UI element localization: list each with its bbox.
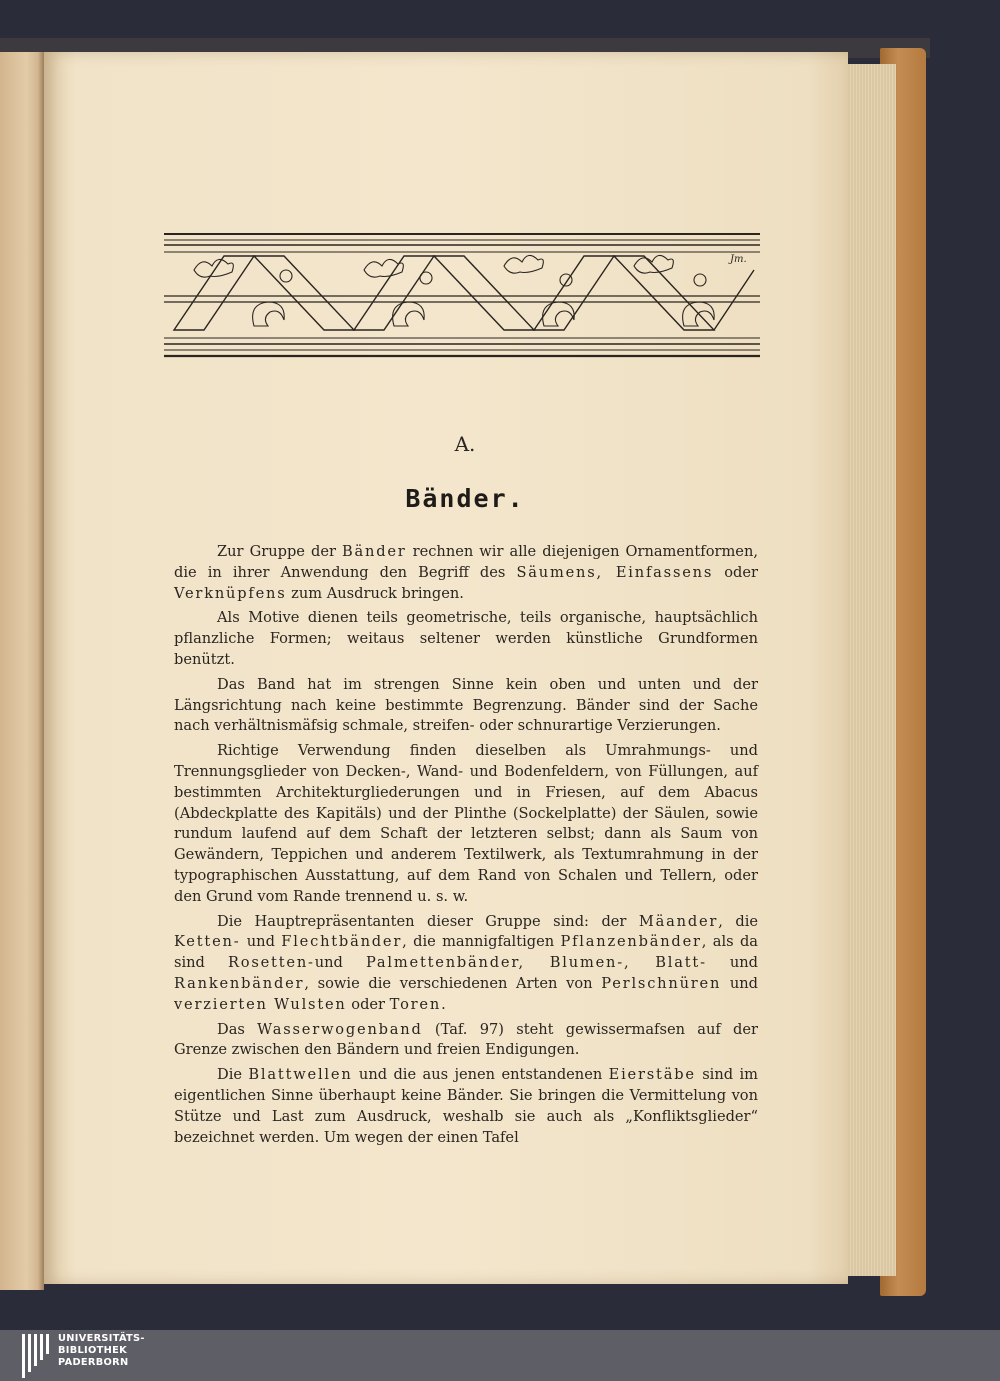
section-title: Bänder. [405,484,525,513]
library-name [58,1333,145,1369]
paragraph: Das Wasserwogenband (Taf. 97) steht gewissermafsen auf der Grenze zwischen den Bändern und freien Endigungen. [174,1020,758,1059]
library-name-line: UNIVERSITÄTS- [58,1333,145,1344]
page-edges [846,64,896,1276]
paragraph: Die Blattwellen und die aus jenen entstandenen Eierstäbe sind im eigentlichen Sinne überhaupt keine Bänder. Sie bringen die Vermittelung von Stütze und Last zum Ausdruck, weshalb sie auch als „Konfliktsglieder“ bezeichnet werden. Um wegen der einen Tafel [174,1066,758,1146]
section-letter: A. [454,432,476,456]
paragraph: Das Band hat im strengen Sinne kein oben und unten und der Längsrichtung nach keine bestimmte Begrenzung. Bänder sind der Sache nach verhältnismäfsig schmale, streifen- oder schnurartige Verzierungen. [174,675,758,735]
paragraph: Zur Gruppe der Bänder rechnen wir alle diejenigen Ornamentformen, die in ihrer Anwendung den Begriff des Säumens, Einfassens oder Verknüpfens zum Ausdruck bringen. [174,543,758,602]
left-page-edge [0,52,44,1290]
library-logo-icon [22,1334,52,1378]
paragraph: Richtige Verwendung finden dieselben als Umrahmungs- und Trennungsglieder von Decken-, Wand- und Bodenfeldern, von Füllungen, auf bestimmten Architekturgliederungen und in Friesen, auf dem Abacus (Abdeckplatte des Kapitäls) und der Plinthe (Sockelplatte) der Säulen, sowie rundum laufend auf dem Schaft der letzteren selbst; dann als Saum von Gewändern, Teppichen und anderem Textilwerk, als Textumrahmung in der typographischen Ausstattung, auf dem Rand von Schalen und Tellern, oder den Grund vom Rande trennend u. s. w. [174,742,758,905]
right-page [44,52,848,1284]
ornament-monogram: Jm. [730,254,747,265]
paragraph: Als Motive dienen teils geometrische, teils organische, hauptsächlich pflanzliche Formen; weitaus seltener werden künstliche Grundformen benützt. [174,609,758,668]
library-footer [0,1330,1000,1381]
library-name-line: PADERBORN [58,1357,129,1368]
library-name-line: BIBLIOTHEK [58,1345,127,1356]
ornamental-band-illustration [164,230,760,364]
body-text [174,542,758,1152]
paragraph: Die Hauptrepräsentanten dieser Gruppe sind: der Mäander, die Ketten- und Flechtbänder, die mannigfaltigen Pflanzenbänder, als da sind Rosetten-und Palmettenbänder, Blumen-, Blatt- und Rankenbänder, sowie die verschiedenen Arten von Perlschnüren und verzierten Wulsten oder Toren. [174,912,759,1013]
